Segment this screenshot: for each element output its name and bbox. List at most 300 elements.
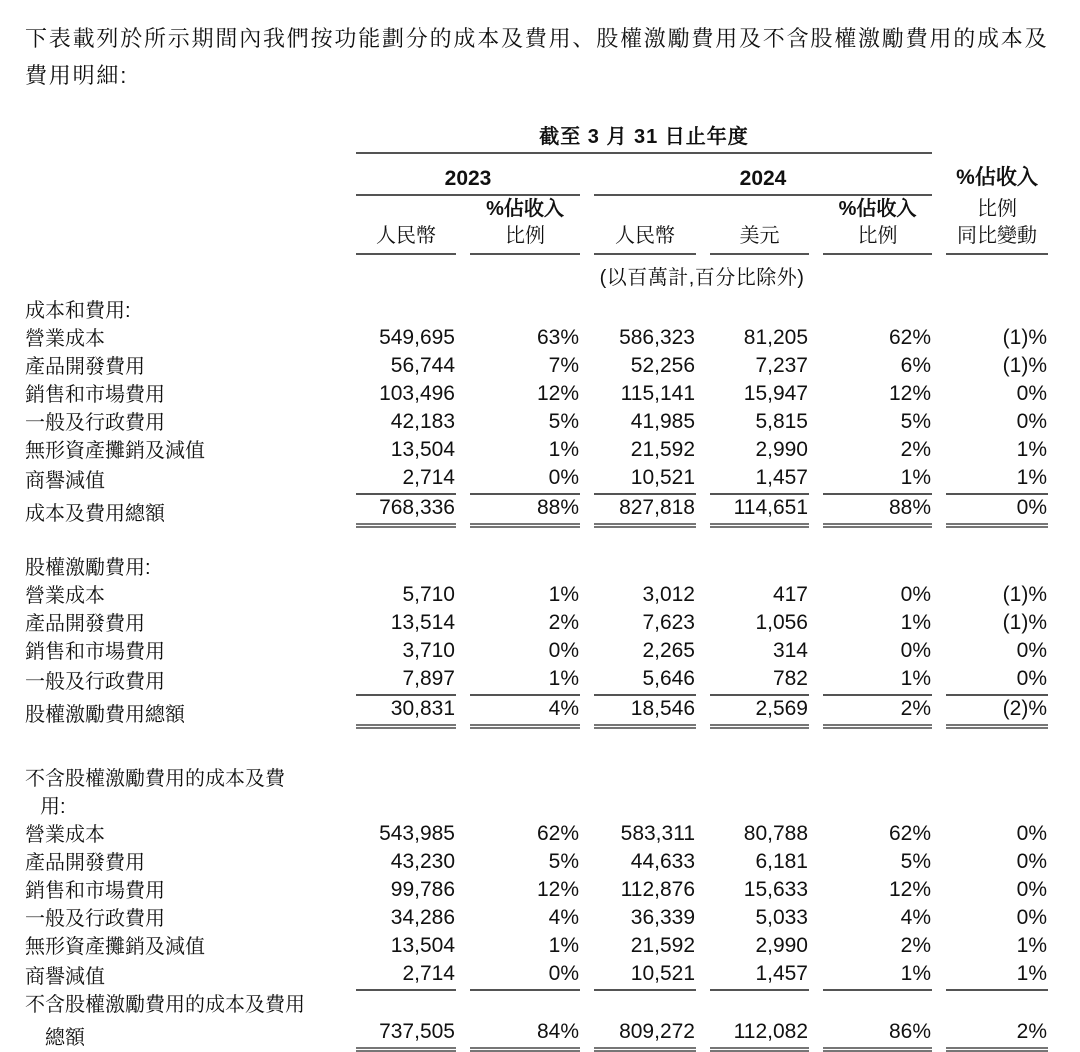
row-label: 銷售和市場費用 [25,384,165,406]
cell-value [580,381,696,409]
cell-text: 0% [470,465,580,495]
cell-value [580,877,696,905]
cell-text: 5% [548,410,579,433]
cell-text: 84% [470,1019,580,1052]
empty-cell [932,118,1048,154]
cell-text: 2% [823,696,932,729]
row-label: 無形資產攤銷及減值 [25,936,205,958]
cell-text: 15,633 [743,878,808,901]
costs-expenses-table [25,118,1048,1052]
cell-value [456,666,580,696]
cell-text: 36,339 [630,906,695,929]
row-label: 銷售和市場費用 [25,880,165,902]
section-title-row [25,765,1048,793]
table-row [25,409,1048,437]
cell-value [580,849,696,877]
table-row [25,437,1048,465]
section-title: 不含股權激勵費用的成本及費 [25,768,285,790]
col-header-pct-2023 [470,196,580,255]
cell-text: (1)% [1002,611,1048,634]
cell-text: 115,141 [620,382,695,405]
cell-value [696,325,809,353]
cell-text: 1% [823,465,932,495]
cell-value [696,961,809,991]
cell-text: 3,012 [642,583,695,606]
cell-value [580,437,696,465]
cell-text: 5,710 [402,583,455,606]
cell-value [932,409,1048,437]
cell-text: 5,646 [594,666,696,696]
cell-value [932,638,1048,666]
row-label: 無形資產攤銷及減值 [25,440,205,462]
cell-text: 1% [548,934,579,957]
cell-value [580,905,696,933]
period-header-cell [342,118,932,154]
cell-value [580,821,696,849]
cell-value [932,495,1048,528]
cell-value [809,381,932,409]
empty-cell [25,118,342,154]
row-label: 商譽減值 [25,470,105,492]
empty-cell [25,154,342,196]
year-2023-header: 2023 [356,167,580,196]
cell-text: 5% [900,850,932,873]
cell-value [456,961,580,991]
cell-value [932,696,1048,729]
cell-text: 586,323 [619,326,695,349]
cell-value [342,381,456,409]
cell-text: 2% [946,1019,1048,1052]
cell-text: 81,205 [743,326,808,349]
cell-text: 80,788 [743,822,808,845]
cell-text: 0% [1016,410,1048,433]
cell-text: 0% [1016,878,1048,901]
cell-value [809,849,932,877]
col-header-usd-cell [696,196,809,255]
cell-value [342,821,456,849]
cell-value [580,638,696,666]
cell-text: 44,633 [630,850,695,873]
section-spacer [25,729,1048,765]
cell-value [580,1019,696,1052]
section-title-row [25,297,1048,325]
cell-value [809,821,932,849]
row-label: 總額 [45,1027,85,1049]
cell-value [456,381,580,409]
cell-value [456,638,580,666]
table-row [25,933,1048,961]
cell-value [696,465,809,495]
cell-value [342,582,456,610]
cell-text: 10,521 [594,465,696,495]
cell-value [580,409,696,437]
cell-text: 10,521 [594,961,696,991]
cell-text: 103,496 [379,382,455,405]
cell-text: 0% [900,583,932,606]
cell-text: 88% [823,495,932,528]
cell-value [932,610,1048,638]
cell-value [809,353,932,381]
cell-value [809,437,932,465]
spacer-cell [25,729,1048,765]
col-header-rmb-2023: 人民幣 [356,223,456,255]
cell-value [342,666,456,696]
cell-text: 62% [888,822,932,845]
cell-text: 1% [548,438,579,461]
cell-value [696,409,809,437]
cell-text: 543,985 [379,822,455,845]
cell-value [696,666,809,696]
cell-value [580,465,696,495]
row-label: 股權激勵費用總額 [25,704,185,726]
section-title-row [25,793,1048,821]
row-label: 不含股權激勵費用的成本及費用 [25,994,305,1016]
year-2023-cell [342,154,580,196]
cell-text: 737,505 [356,1019,456,1052]
cell-value [456,1019,580,1052]
cell-value [696,696,809,729]
cell-text: 1% [900,611,932,634]
period-header-row [25,118,1048,154]
section-spacer [25,528,1048,554]
cell-text: 86% [823,1019,932,1052]
cell-value [696,582,809,610]
row-label: 產品開發費用 [25,356,145,378]
intro-text [25,20,1055,94]
cell-value [456,849,580,877]
cell-value [809,933,932,961]
cell-text: 114,651 [710,495,809,528]
cell-text: 13,514 [390,611,455,634]
cell-value [809,696,932,729]
cell-value [580,696,696,729]
cell-text: 5,815 [755,410,808,433]
cell-text: 782 [710,666,809,696]
cell-text: 1,457 [710,465,809,495]
cell-value [932,353,1048,381]
cell-text: 2,265 [642,639,695,662]
cell-value [809,638,932,666]
col-header-rmb-2024-cell [580,196,696,255]
cell-value [932,821,1048,849]
cell-text: 2,714 [356,465,456,495]
cell-text: (2)% [946,696,1048,729]
cell-value [342,353,456,381]
cell-text: 1% [470,666,580,696]
pct-header-line2: 比例 [505,225,545,247]
period-header: 截至 3 月 31 日止年度 [356,120,932,154]
cell-value [456,696,580,729]
cell-value [809,666,932,696]
empty-cell [25,255,342,297]
cell-text: 7,897 [356,666,456,696]
cell-value [809,409,932,437]
cell-text: 3,710 [402,639,455,662]
row-label: 一般及行政費用 [25,412,165,434]
cell-value [456,821,580,849]
cell-value [456,465,580,495]
yoy-header-cell-top [932,154,1048,196]
cell-text: 768,336 [356,495,456,528]
cell-text: 0% [1016,850,1048,873]
cell-value [342,696,456,729]
cell-text: 0% [470,961,580,991]
table-row [25,821,1048,849]
cell-value [932,877,1048,905]
cell-text: 62% [888,326,932,349]
cell-value [456,877,580,905]
cell-text: 549,695 [379,326,455,349]
row-label: 產品開發費用 [25,613,145,635]
cell-text: 2,714 [356,961,456,991]
cell-value [809,582,932,610]
cell-value [342,495,456,528]
pct-header-line1: %佔收入 [838,198,917,220]
cell-value [809,1019,932,1052]
cell-value [932,465,1048,495]
cell-text: (1)% [1002,354,1048,377]
cell-value [580,582,696,610]
cell-text: 18,546 [594,696,696,729]
cell-value [342,905,456,933]
row-label: 營業成本 [25,824,105,846]
cell-value [342,409,456,437]
cell-text: 52,256 [630,354,695,377]
cell-value [342,961,456,991]
cell-value [696,381,809,409]
cell-value [932,381,1048,409]
cell-text: 12% [888,878,932,901]
col-header-rmb-2023-cell [342,196,456,255]
col-header-pct-2024-cell [809,196,932,255]
cell-text: 2,990 [755,934,808,957]
col-header-pct-2023-cell [456,196,580,255]
row-label: 營業成本 [25,585,105,607]
row-label: 一般及行政費用 [25,908,165,930]
cell-text: 7% [548,354,579,377]
col-header-rmb-2024: 人民幣 [594,223,696,255]
cell-value [809,961,932,991]
table-row [25,582,1048,610]
cell-text: 7,237 [755,354,808,377]
cell-text: 12% [536,382,579,405]
cell-value [932,666,1048,696]
cell-value [696,877,809,905]
cell-value [342,437,456,465]
cell-text: 2% [900,934,932,957]
cell-text: 1,457 [710,961,809,991]
cell-value [932,961,1048,991]
unit-note-row [25,255,1048,297]
section-title: 成本和費用: [25,300,131,322]
cell-text: 6,181 [755,850,808,873]
cell-value [342,325,456,353]
cell-text: 1% [1016,438,1048,461]
cell-text: 4% [470,696,580,729]
cell-value [696,610,809,638]
cell-text: 41,985 [630,410,695,433]
row-label: 一般及行政費用 [25,671,165,693]
cell-value [696,353,809,381]
cell-text: 88% [470,495,580,528]
cell-text: 0% [1016,382,1048,405]
cell-text: 0% [946,495,1048,528]
cell-text: 13,504 [390,438,455,461]
cell-value [932,849,1048,877]
cell-text: 12% [536,878,579,901]
cell-value [580,495,696,528]
cell-value [456,409,580,437]
cell-value [696,905,809,933]
cell-value [696,933,809,961]
cell-text: 1% [1016,934,1048,957]
cell-value [580,353,696,381]
cell-text: 30,831 [356,696,456,729]
intro-line-1: 下表載列於所示期間內我們按功能劃分的成本及費用、股權激勵費用及不含股權激勵費用的成本及 [25,26,1049,51]
table-row [25,666,1048,696]
cell-value [932,437,1048,465]
cell-text: 21,592 [630,934,695,957]
cell-text: 34,286 [390,906,455,929]
yoy-header-line3: 同比變動 [957,225,1038,247]
cell-text: 2,990 [755,438,808,461]
pct-header-line2: 比例 [857,225,898,247]
cell-value [580,933,696,961]
table-row [25,905,1048,933]
section-title: 股權激勵費用: [25,557,151,579]
cell-value [809,877,932,905]
row-label: 銷售和市場費用 [25,641,165,663]
cell-text: 583,311 [620,822,695,845]
total-label-row [25,991,1048,1019]
cell-value [456,933,580,961]
cell-value [809,325,932,353]
cell-value [932,1019,1048,1052]
cell-value [342,849,456,877]
cell-value [696,437,809,465]
cell-text: 0% [1016,906,1048,929]
cell-value [696,821,809,849]
cell-value [932,582,1048,610]
row-label: 營業成本 [25,328,105,350]
cell-text: 7,623 [642,611,695,634]
table-row [25,610,1048,638]
intro-line-2: 費用明細: [25,63,129,88]
year-header-row [25,154,1048,196]
section-title: 用: [40,796,66,818]
cell-text: 1% [823,961,932,991]
cell-text: 15,947 [743,382,808,405]
cell-value [932,905,1048,933]
cell-text: 0% [946,666,1048,696]
row-label: 產品開發費用 [25,852,145,874]
cell-text: 1% [946,465,1048,495]
cell-text: 827,818 [594,495,696,528]
cell-text: 13,504 [390,934,455,957]
cell-value [809,610,932,638]
cell-value [580,961,696,991]
cell-text: 43,230 [390,850,455,873]
table-row [25,353,1048,381]
cell-text: 5,033 [755,906,808,929]
cell-value [696,638,809,666]
total-row [25,696,1048,729]
cell-value [342,465,456,495]
table-row [25,877,1048,905]
table-row [25,325,1048,353]
cell-text: 99,786 [390,878,455,901]
cell-value [696,495,809,528]
row-label: 成本及費用總額 [25,503,165,525]
section-title-row [25,554,1048,582]
cell-text: 0% [1016,822,1048,845]
year-2024-cell [580,154,932,196]
cell-text: 0% [548,639,579,662]
cell-text: (1)% [1002,326,1048,349]
table-row [25,381,1048,409]
unit-note: (以百萬計,百分比除外) [599,267,805,289]
cell-value [696,849,809,877]
yoy-header-line2: 比例 [977,198,1018,220]
cell-text: 0% [1016,639,1048,662]
cell-value [456,905,580,933]
cell-value [932,325,1048,353]
empty-cell [25,196,342,255]
cell-text: 63% [536,326,579,349]
cell-text: 4% [548,906,579,929]
table-row [25,961,1048,991]
cell-value [342,1019,456,1052]
yoy-header-line1: %佔收入 [956,166,1038,189]
cell-text: 21,592 [630,438,695,461]
cell-text: 2% [548,611,579,634]
cell-text: 2% [900,438,932,461]
cell-value [456,325,580,353]
cell-value [342,877,456,905]
cell-value [580,325,696,353]
cell-text: 5% [548,850,579,873]
col-header-usd: 美元 [710,223,809,255]
table-row [25,849,1048,877]
cell-text: 0% [900,639,932,662]
table-body [25,297,1048,1052]
cell-value [456,353,580,381]
cell-value [809,465,932,495]
cell-text: (1)% [1002,583,1048,606]
cell-value [696,1019,809,1052]
cell-text: 112,876 [620,878,695,901]
table-row [25,638,1048,666]
cell-value [456,495,580,528]
cell-text: 62% [536,822,579,845]
col-header-yoy-cell [932,196,1048,255]
pct-header-line1: %佔收入 [486,198,564,220]
cell-value [456,437,580,465]
table-row [25,465,1048,495]
cell-value [342,610,456,638]
cell-text: 12% [888,382,932,405]
cell-value [580,666,696,696]
spacer-cell [25,528,1048,554]
cell-text: 6% [900,354,932,377]
cell-text: 1% [946,961,1048,991]
cell-text: 1% [823,666,932,696]
cell-value [809,905,932,933]
cell-text: 1% [548,583,579,606]
total-row [25,495,1048,528]
col-header-yoy [946,196,1048,255]
cell-text: 2,569 [710,696,809,729]
